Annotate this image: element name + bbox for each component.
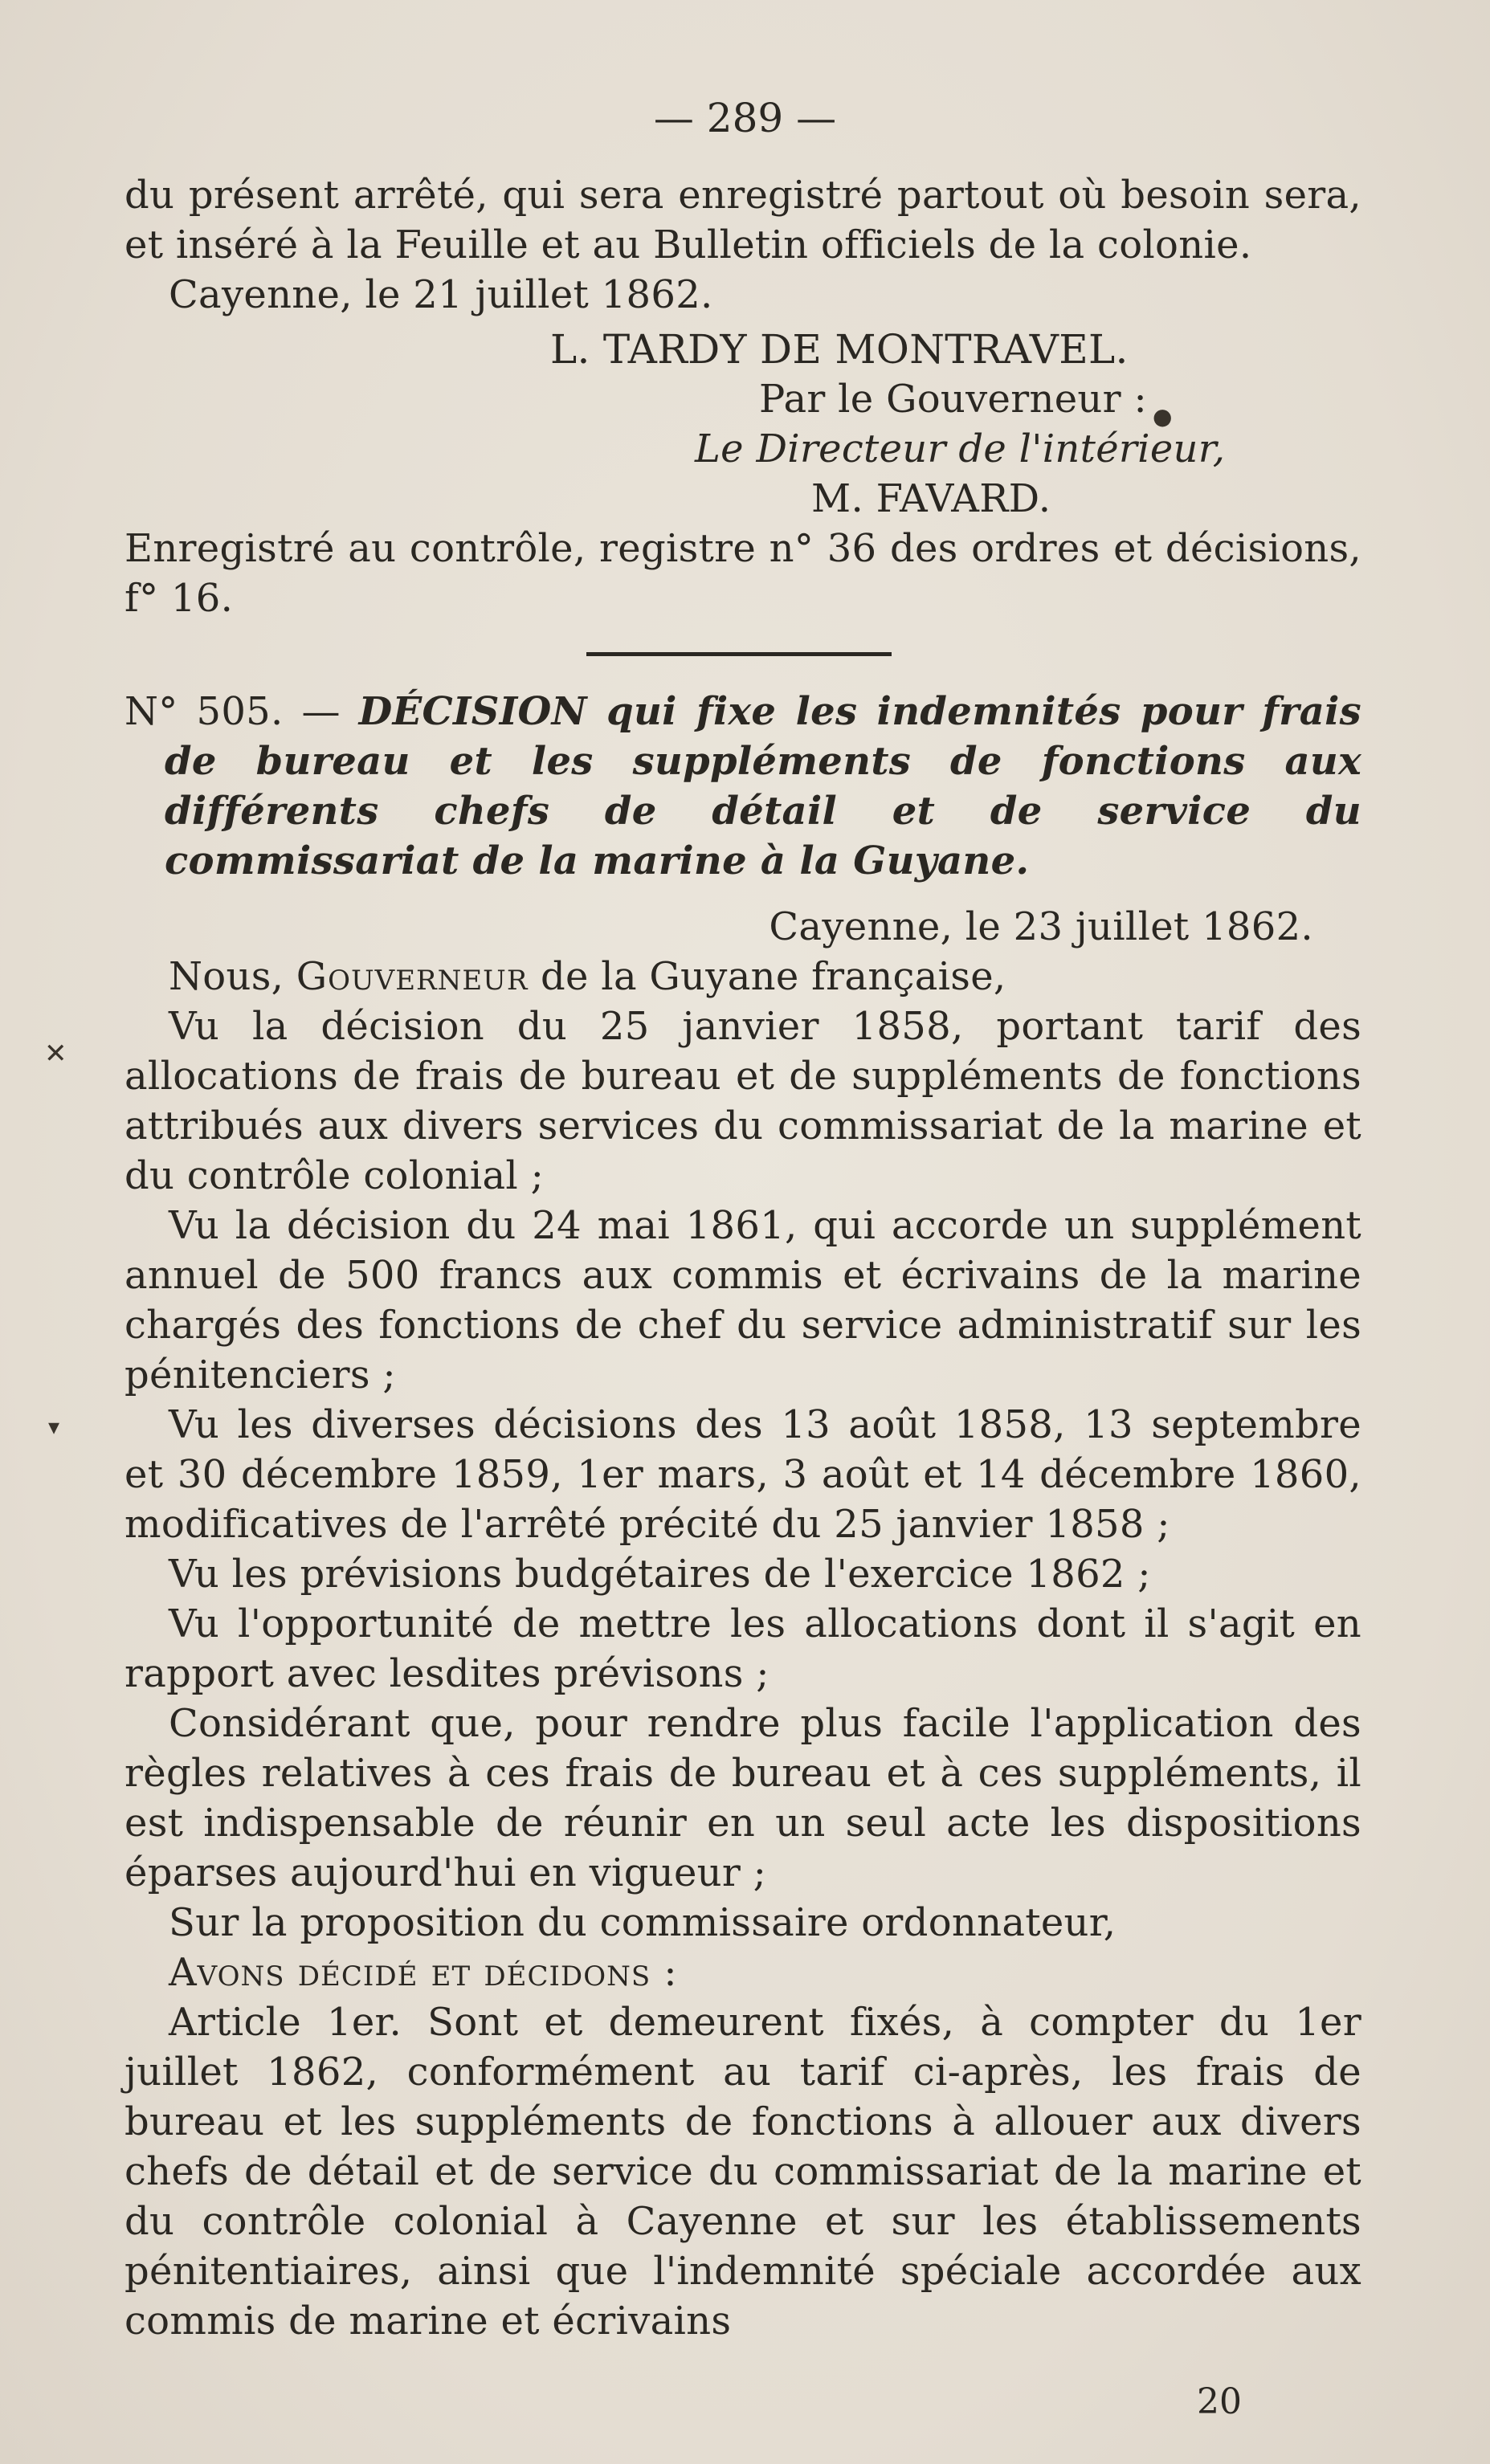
considerant-2: Vu la décision du 24 mai 1861, qui accorde un supplément annuel de 500 francs aux commis et écrivains de la marine chargés des fonctions de chef du service administratif sur les pénitenciers ; bbox=[125, 1203, 1361, 1397]
decree-formula: Avons décidé et décidons : bbox=[169, 1950, 678, 1995]
margin-mark-icon: ▾ bbox=[48, 1414, 60, 1440]
ink-spot-icon: ● bbox=[1153, 403, 1173, 430]
page-number: — 289 — bbox=[653, 95, 837, 141]
nous-prefix: Nous, bbox=[169, 954, 284, 999]
page-body bbox=[125, 96, 1361, 2346]
considerant-5: Vu l'opportunité de mettre les allocations dont il s'agit en rapport avec lesdites prévisons ; bbox=[125, 1601, 1361, 1696]
nous-title: Gouverneur bbox=[296, 954, 529, 999]
official-title: Le Directeur de l'intérieur, bbox=[695, 426, 1226, 471]
considerant-1: Vu la décision du 25 janvier 1858, portant tarif des allocations de frais de bureau et de suppléments de fonctions attribués aux divers services du commissariat de la marine et du contrôle colonial ; bbox=[125, 1004, 1361, 1198]
official-name: M. FAVARD. bbox=[811, 476, 1051, 521]
nous-line bbox=[125, 952, 1361, 1002]
decision-number: N° 505. — bbox=[125, 689, 341, 734]
considerant-4: Vu les prévisions budgétaires de l'exercice 1862 ; bbox=[169, 1552, 1151, 1597]
place-date-2: Cayenne, le 23 juillet 1862. bbox=[769, 904, 1313, 949]
continuation-paragraph: du présent arrêté, qui sera enregistré partout où besoin sera, et inséré à la Feuille et au Bulletin officiels de la colonie. bbox=[125, 173, 1361, 267]
place-date-1: Cayenne, le 21 juillet 1862. bbox=[169, 272, 713, 317]
section-divider bbox=[586, 652, 892, 656]
signature-mark: 20 bbox=[1197, 2381, 1242, 2422]
by-governor-line: Par le Gouverneur : bbox=[759, 377, 1147, 422]
decision-heading bbox=[125, 687, 1361, 886]
margin-mark-icon: ✕ bbox=[44, 1038, 67, 1070]
proposal-line: Sur la proposition du commissaire ordonnateur, bbox=[169, 1900, 1116, 1945]
considerant-3: Vu les diverses décisions des 13 août 1858, 13 septembre et 30 décembre 1859, 1er mars, 3 août et 14 décembre 1860, modificatives de l'arrêté précité du 25 janvier 1858 ; bbox=[125, 1402, 1361, 1547]
article-1: Article 1er. Sont et demeurent fixés, à compter du 1er juillet 1862, conformément au tarif ci-après, les frais de bureau et les suppléments de fonctions à allouer aux divers chefs de détail et de service du commissariat de la marine et du contrôle colonial à Cayenne et sur les établissements pénitentiaires, ainsi que l'indemnité spéciale accordée aux commis de marine et écrivains bbox=[125, 2000, 1361, 2344]
considerant-6: Considérant que, pour rendre plus facile l'application des règles relatives à ces frais de bureau et à ces suppléments, il est indispensable de réunir en un seul acte les dispositions éparses aujourd'hui en vigueur ; bbox=[125, 1701, 1361, 1895]
governor-signature: L. TARDY DE MONTRAVEL. bbox=[550, 326, 1129, 373]
decision-title: DÉCISION qui fixe les indemnités pour frais de bureau et les suppléments de fonctions aux différents chefs de détail et de service du commissariat de la marine à la Guyane. bbox=[165, 689, 1362, 883]
nous-suffix: de la Guyane française, bbox=[541, 954, 1006, 999]
registration-line: Enregistré au contrôle, registre n° 36 des ordres et décisions, f° 16. bbox=[125, 526, 1361, 621]
